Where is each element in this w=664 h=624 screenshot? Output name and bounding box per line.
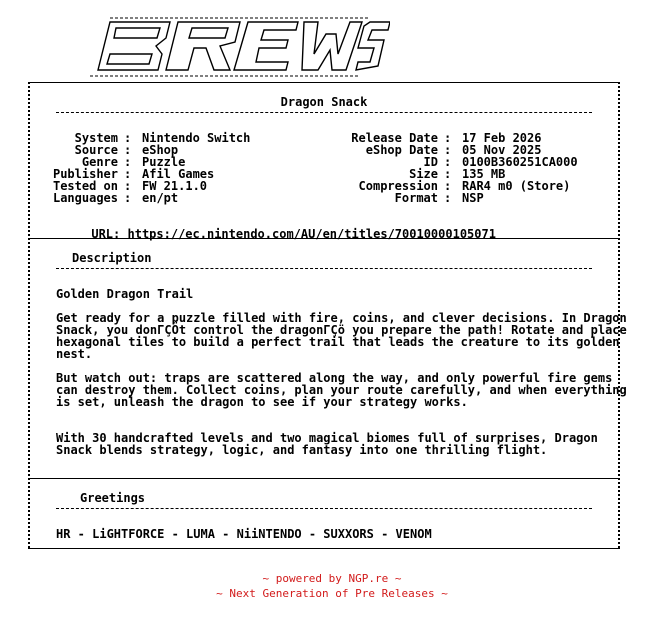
info-separator: : bbox=[444, 143, 452, 157]
description-paragraph-2: But watch out: traps are scattered along the way, and only powerful fire gems can destroy them. Collect coins, plan your route carefully, and when everything is set, unleash the dragon to see if your strategy works. bbox=[56, 371, 627, 409]
footer-tagline: ~ Next Generation of Pre Releases ~ bbox=[216, 587, 448, 600]
info-label: eShop Date bbox=[365, 143, 438, 157]
info-separator: : bbox=[444, 191, 452, 205]
description-subtitle: Golden Dragon Trail bbox=[56, 287, 194, 301]
info-label: Format bbox=[394, 191, 438, 205]
info-separator: : bbox=[444, 179, 452, 193]
info-value: RAR4 m0 (Store) bbox=[462, 179, 571, 193]
greetings-text: HR - LiGHTFORCE - LUMA - NiiNTENDO - SUXXORS - VENOM bbox=[56, 527, 432, 541]
divider-1 bbox=[28, 238, 620, 239]
info-separator: : bbox=[124, 191, 132, 205]
info-separator: : bbox=[124, 155, 132, 169]
box-top-border bbox=[28, 82, 620, 83]
info-value: 05 Nov 2025 bbox=[462, 143, 542, 157]
info-separator: : bbox=[124, 179, 132, 193]
info-label: Genre bbox=[81, 155, 118, 169]
info-value: FW 21.1.0 bbox=[142, 179, 208, 193]
info-label: Size bbox=[409, 167, 438, 181]
title-underline bbox=[56, 112, 592, 113]
info-separator: : bbox=[444, 131, 452, 145]
url-row bbox=[48, 216, 496, 252]
info-value: Puzzle bbox=[142, 155, 186, 169]
release-title: Dragon Snack bbox=[280, 95, 368, 109]
info-separator: : bbox=[124, 167, 132, 181]
info-value: 135 MB bbox=[462, 167, 506, 181]
info-label: Tested on bbox=[52, 179, 118, 193]
description-paragraph-3: With 30 handcrafted levels and two magical biomes full of surprises, Dragon Snack blends strategy, logic, and fantasy into one thrilling flight. bbox=[56, 431, 598, 457]
footer-powered-by: ~ powered by NGP.re ~ bbox=[262, 572, 402, 585]
info-separator: : bbox=[124, 143, 132, 157]
info-value: Nintendo Switch bbox=[142, 131, 251, 145]
description-heading: Description bbox=[72, 251, 152, 265]
greetings-heading: Greetings bbox=[80, 491, 146, 505]
info-value: 17 Feb 2026 bbox=[462, 131, 542, 145]
description-paragraph-1: Get ready for a puzzle filled with fire, coins, and clever decisions. In Dragon Snack, you donΓÇÖt control the dragonΓÇö you prepare the path! Rotate and place hexagonal tiles to build a perfect trail that leads the creature to its golden nest. bbox=[56, 311, 627, 361]
info-label: Compression bbox=[358, 179, 438, 193]
info-label: Languages bbox=[52, 191, 118, 205]
info-separator: : bbox=[124, 131, 132, 145]
info-value: 0100B360251CA000 bbox=[462, 155, 578, 169]
brews-logo-art bbox=[70, 14, 390, 80]
url-link[interactable]: https://ec.nintendo.com/AU/en/titles/70010000105071 bbox=[127, 227, 496, 241]
divider-2 bbox=[28, 478, 620, 479]
brews-logo bbox=[70, 14, 390, 80]
info-value: Afil Games bbox=[142, 167, 215, 181]
info-value: en/pt bbox=[142, 191, 179, 205]
info-label: Release Date bbox=[351, 131, 438, 145]
box-bottom-border bbox=[28, 548, 620, 549]
info-separator: : bbox=[444, 155, 452, 169]
greetings-underline bbox=[56, 508, 592, 509]
info-label: Source bbox=[74, 143, 118, 157]
info-label: ID bbox=[423, 155, 438, 169]
info-value: eShop bbox=[142, 143, 179, 157]
info-separator: : bbox=[444, 167, 452, 181]
info-value: NSP bbox=[462, 191, 484, 205]
description-underline bbox=[56, 268, 592, 269]
info-label: System bbox=[74, 131, 118, 145]
url-label: URL: bbox=[91, 227, 121, 241]
info-label: Publisher bbox=[52, 167, 118, 181]
nfo-box bbox=[28, 82, 627, 548]
